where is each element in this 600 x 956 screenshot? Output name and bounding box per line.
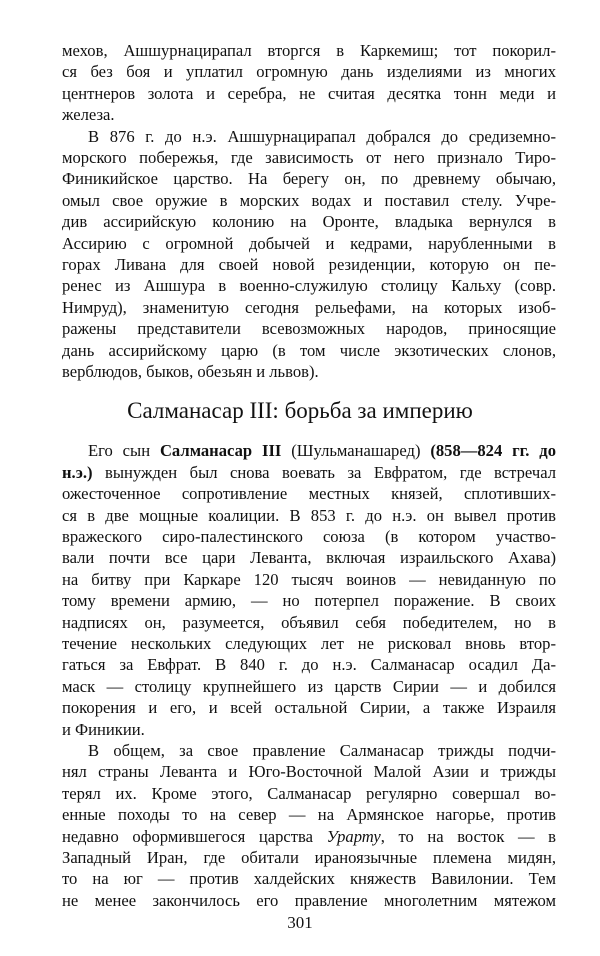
text-line: Западный Иран, где обитали ираноязычные племена мидян,: [62, 848, 556, 867]
text-line: ожесточенное сопротивление местных князей, сплотивших-: [62, 484, 556, 504]
text-line: [62, 462, 556, 483]
text-line: маск — столицу крупнейшего из царств Сирии — и добился: [62, 676, 556, 696]
text-line: енные походы то на север — на Армянское нагорье, против: [62, 805, 556, 825]
ruler-name: Салманасар III: [159, 441, 282, 461]
text-line: верблюдов, быков, обезьян и львов).: [62, 362, 319, 381]
text-line: течение нескольких следующих лет не рисковал вновь втор-: [62, 634, 556, 653]
text-line: ся без боя и уплатил огромную дань изделиями из многих: [62, 62, 556, 82]
text-line: покорения и его, и всей остальной Сирии, а также Израиля: [62, 698, 556, 718]
urartu-italic: Урарту: [326, 826, 381, 846]
text-line: ражены представители всевозможных народов, приносящие: [62, 319, 556, 339]
text-line: див ассирийскую колонию на Оронте, владыка вернулся в: [62, 212, 556, 232]
text-line: морского побережья, где зависимость от него признало Тиро-: [62, 148, 556, 167]
text-line: то на юг — против халдейских княжеств Вавилонии. Тем: [62, 869, 556, 889]
page-number: 301: [287, 913, 313, 932]
text-line: на битву при Каркаре 120 тысяч воинов — невиданную по: [62, 569, 556, 589]
text-line: дань ассирийскому царю (в том числе экзотических слонов,: [62, 340, 556, 360]
text-line: не менее закончилось его правление многолетним мятежом: [62, 890, 556, 910]
text-line: надписях он, разумеется, объявил себя победителем, но в: [62, 612, 556, 632]
text-line: [88, 440, 556, 461]
text-run: Его сын: [88, 441, 160, 461]
text-line: ся в две мощные коалиции. В 853 г. до н.э. он вывел против: [62, 505, 556, 525]
reign-dates: (858—824 гг. до: [430, 441, 556, 461]
text-line: железа.: [62, 105, 115, 125]
text-line: гаться за Евфрат. В 840 г. до н.э. Салманасар осадил Да-: [62, 655, 556, 675]
text-line: омыл свое оружие в морских водах и поставил стелу. Учре-: [62, 190, 556, 210]
text-run: (Шульманашаред): [281, 441, 431, 461]
text-line: терял их. Кроме этого, Салманасар регулярно совершал во-: [62, 783, 556, 803]
text-run: вынужден был снова воевать за Евфратом, где встречал: [92, 462, 556, 482]
text-line: тому времени армию, — но потерпел поражение. В своих: [62, 591, 556, 611]
text-line: и Финикии.: [62, 719, 145, 739]
text-line: Ассирию с огромной добычей и кедрами, нарубленными в: [62, 233, 556, 253]
text-run: недавно оформившегося царства: [62, 826, 327, 846]
text-line: горах Ливана для своей новой резиденции, которую он пе-: [62, 255, 556, 274]
text-line: центнеров золота и серебра, не считая десятка тонн меди и: [62, 83, 556, 103]
text-line: В общем, за свое правление Салманасар трижды подчи-: [88, 741, 556, 760]
text-line: вали почти все цари Леванта, включая израильского Ахава): [62, 548, 556, 568]
text-line: мехов, Ашшурнацирапал вторгся в Каркемиш; тот покорил-: [62, 41, 556, 60]
reign-dates-cont: н.э.): [62, 462, 93, 482]
text-line: ренес из Ашшура в военно-служилую столицу Кальху (совр.: [62, 276, 556, 296]
text-line: Нимруд), знаменитую сегодня рельефами, на которых изоб-: [62, 297, 556, 317]
text-line: [62, 826, 556, 847]
text-line: нял страны Леванта и Юго-Восточной Малой Азии и трижды: [62, 762, 556, 782]
text-line: В 876 г. до н.э. Ашшурнацирапал добрался до средиземно-: [88, 126, 556, 146]
text-run: , то на восток — в: [380, 826, 556, 846]
text-line: Финикийское царство. На берегу он, по древнему обычаю,: [62, 169, 556, 189]
text-line: вражеского сиро-палестинского союза (в котором участво-: [62, 527, 556, 546]
section-heading: Салманасар III: борьба за империю: [127, 398, 473, 424]
